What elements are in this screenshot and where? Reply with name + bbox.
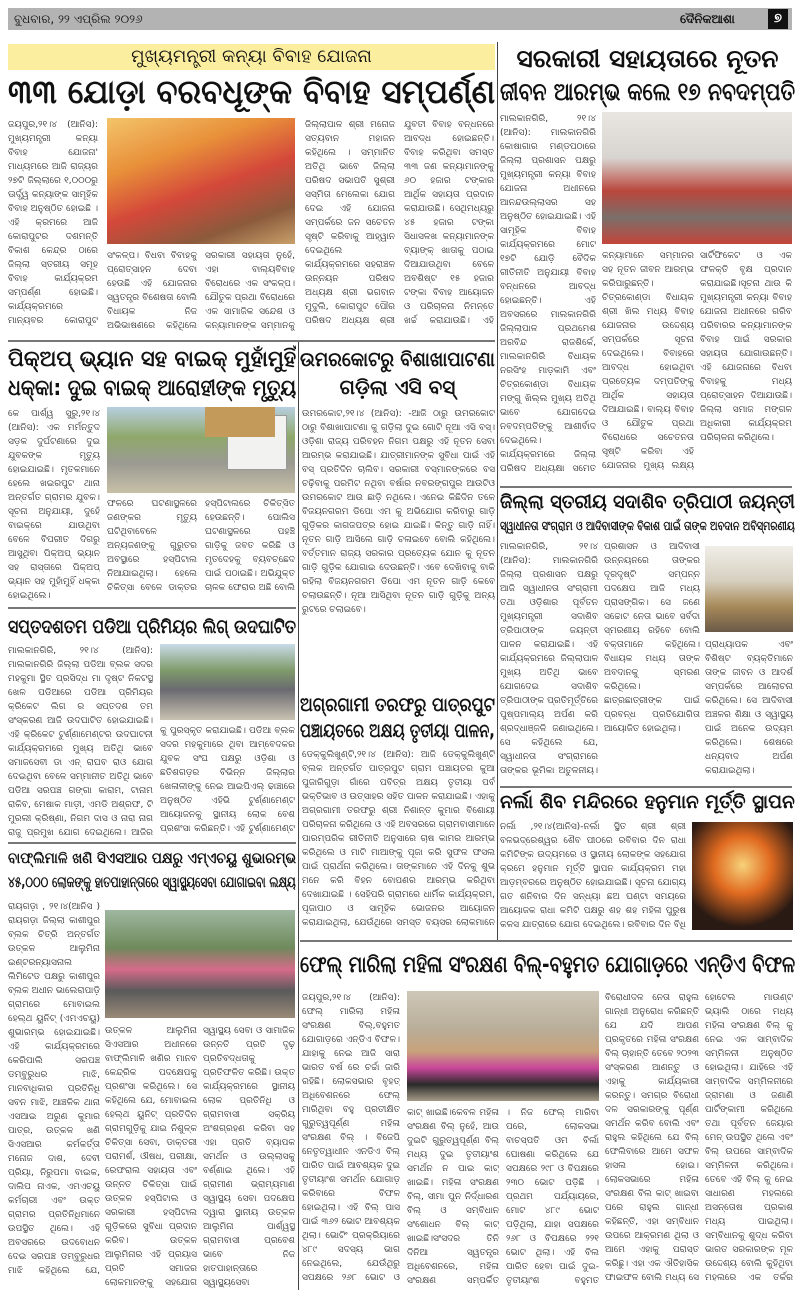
- article-body: କୁ ପୁରସ୍କୃତ କରାଯାଇଛି। ପଡିଆ ବ୍ଲକ ସଦର ମହକୁମାରେ ଥିବା ଆମ୍ବେଦକର ଯୁବକ ସଂଘ ପକ୍ଷରୁ ଓଡ଼ିଶା ଓ ଛତିଶଗଡ଼ର ବିଭିନ୍ନ ଜିଲ୍ଲାର ଖେଳାଳୀଙ୍କୁ ନେଇ ଆଇପିଏଲ୍ ଢାଞ୍ଚାରେ ଅନୁଷ୍ଠିତ ଏହିଭି ଟୁର୍ଣ୍ଣାମେଣ୍ଟ ଆୟୋଜନକୁ ସ୍ଥାନୀୟ ଲୋକ ବେଶ ପ୍ରଶଂସା କରିଛନ୍ତି। ଏହି ଟୁର୍ଣ୍ଣାମେଣ୍ଟ: [160, 726, 295, 834]
- van-cargo-shape: [205, 407, 275, 437]
- photo-couples-certificate: [602, 112, 792, 244]
- article-body: ଫଳରେ ଘଟଣାସ୍ଥଳରେ ଜଣଙ୍କର ମୃତ୍ୟୁ ଘଟିଥିବାବେଳେ ଅନ୍ୟଜଣଙ୍କୁ ଗୁରୁତର ଅବସ୍ଥାରେ ହସ୍ପିଟାଲ ନିଆଯାଇଥିଲା। ହେଲେ ଚିକିତ୍ସା ବେଳେ ଡାକ୍ତର: [107, 499, 197, 593]
- headline-hanuman-idol: ନର୍ଲା ଶିବ ମନ୍ଦିରରେ ହନୁମାନ ମୂର୍ତ୍ତି ସ୍ଥାପନ: [500, 791, 795, 813]
- headline-line: ଅଗ୍ରଗାମୀ ତରଫରୁ ପାତ୍ରପୁଟ: [300, 694, 495, 716]
- article-body: ରାୟଗଡ଼ା , ୨୧।୪(ଆନିସ ) ରାୟଗଡ଼ା ଜିଲ୍ଲା କାଶୀପୁର ବ୍ଲକ ଚିତ୍ରି ଅନ୍ତର୍ଗତ ଉତ୍କଳ ଆଲୁମିନା ଇଣ୍ଟରନ୍ୟାସନାଲ ଲିମିଟେଡ ପକ୍ଷରୁ କାଶୀପୁର ବ୍ଲକ ଅଧୀନ ଭାଲେରାପାଡ଼ି ଗ୍ରାମରେ ମୋବାଇଲ ହେଲ୍ଥ ୟୁନିଟ୍ (ଏମଏଚୟୁ) ଶୁଭାରମ୍ଭ ହୋଇଯାଇଛି। ଏହି କାର୍ଯ୍ୟକ୍ରମରେ କେରିପାଲି ସରପଞ୍ଚ ଡମ୍ବୁରୁଧର ମାଝି, ମାନବାଧିକାର ପ୍ରତିନିଧି ସବନ ମାଝି, ଆଞ୍ଚଳିକ ଥାନା ଏସଆଇ ଅରୁଣ କୁମାର ପାତ୍ର, ଉତ୍କଳ ଖଣି ସିଏସଆର କର୍ମକର୍ତ୍ତା ମନୋଜ ଦାଶ, ଦେବୀ ପ୍ରିୟା, ନିରୁପମା ବାଇକ, ଦାଲିପ ନାଏକ, ଏମଏଚୟୁ କର୍ମଚାରୀ ଏବଂ ଉକ୍ତ ଗ୍ରାମର ପ୍ରତିନିଧିମାନେ ଉପସ୍ଥିତ ଥିଲେ। ଏହି ଅବସରରେ ଉଦବୋଧନ ଦେଇ ସରପଞ୍ଚ ଡମ୍ବୁରୁଧର ମାଝି କହିଥିଲେ ଯେ,: [8, 902, 100, 1276]
- article-content: [8, 900, 296, 1290]
- column-divider: [497, 42, 498, 940]
- article-body: ଡେକ୍କୁଲିଖୁଣ୍ଟି,୨୧।୪ (ଆନିସ): ଆଜି ଡେକ୍କୁଲିଖୁଣ୍ଟି ବ୍ଲକ ଅନ୍ତର୍ଗତ ପାତ୍ରପୁଟ ଗ୍ରାମ ପଞ୍ଚାୟତର କୁଆ ପୁଜାରିଗୁଡ଼ା ଗାଁରେ ପବିତ୍ର ଅକ୍ଷୟ ତୃତୀୟା ପର୍ବ ଭକ୍ତିଭାବ ଓ ଉତ୍ସାହର ସହିତ ପାଳନ କରାଯାଇଛି। ଏହାକୁ ଅଗ୍ରଗାମୀ ତରଫରୁ ଶ୍ରୀ ନିଶାନ୍ତ କୁମାର ବିଶୋୟୀ ପରିଚାଳନା କରିଥିଲେ ଓ ଏହି ଅବସରରେ ଗ୍ରାମବାସୀମାନେ ପାରମ୍ପରିକ ରୀତିନୀତି ଅନୁସାରେ ଚାଷ କାମର ଆରମ୍ଭ କରିଥିଲେ ଓ ମାଟି ମାଆଙ୍କୁ ପୂଜା କରି ସୁଫଳ ଫସଲ ପାଇଁ ପ୍ରାର୍ଥନା କରିଥିଲେ। ତାଙ୍କମାନେ ଏହି ଦିନକୁ ଶୁଭ ମନେ କରି ବିହନ ବୋପଣର ଆରମ୍ଭ କରିଥିବା ଦେଖାଯାଇଛି । ସେହିପରି ଗ୍ରାମରେ ଧାର୍ମିକ କାର୍ଯ୍ୟକ୍ରମ, ପୂଜାପାଠ ଓ ସାମୂହିକ ଭୋଜନର ଆୟୋଜନ କରାଯାଇଥିଲା, ଯେଉଁଥିରେ ସମସ୍ତ ବୟସର ଲୋକମାନେ: [302, 750, 495, 928]
- subheadline-tripathy: ସ୍ୱାଧୀନତା ସଂଗ୍ରାମ ଓ ଆଦିବାସୀଙ୍କ ବିକାଶ ପାଇଁ ତାଙ୍କ ଅବଦାନ ଅବିସ୍ମରଣୀୟ: [500, 518, 795, 533]
- article-content: [500, 112, 795, 484]
- headline-line: ସରକାରୀ ସହାୟତାରେ ନୂତନ: [516, 44, 779, 73]
- article-content: [8, 118, 495, 338]
- article-body: ହସ୍ପିଟାଲରେ ଚିକିତ୍ସିତ ହେଉଛନ୍ତି। ପୋଲିସ ଘଟଣାସ୍ଥଳରେ ପହଞ୍ଚି ଗାଡ଼ିକୁ ଜବତ କରିଛି ଓ ମୃତଦେହକୁ ବ୍ୟବଚ୍ଛେଦ ପାଇଁ ପଠାଇଛି। ଅଭିଯୁକ୍ତ ଚାଳକ ଫେରାର ଅଛି ବୋଲି: [205, 499, 295, 593]
- section-divider: [8, 340, 495, 342]
- headline-line: ଜୀବନ ଆରମ୍ଭ କଲେ ୧୭ ନବଦମ୍ପତି: [500, 77, 795, 106]
- article-mobile-health-unit: [8, 846, 296, 1290]
- section-divider: [300, 940, 792, 942]
- article-body: ସ୍ୱାସ୍ଥ୍ୟ ସେବା ଓ ସାମାଜିକ ଉନ୍ନତି ପ୍ରତି ଦୃଢ଼ ପ୍ରତିବଦ୍ଧତାକୁ ପ୍ରତିଫଳିତ କରିଛି। ଉକ୍ତ କାର୍ଯ୍ୟକ୍ରମରେ ସ୍ଥାନୀୟ ଲୋକ ପ୍ରତିନିଧି ଓ ଗ୍ରାମବାସୀ ସକ୍ରିୟ ଅଂଶଗ୍ରହଣ କରିବା ସହ ଏହା ପ୍ରତି ବ୍ୟାପକ ସମର୍ଥନ ଓ ଉଲ୍ଲାସକୁ ବର୍ଣ୍ଣାଇ ଥିଲେ। ଏହି ଗ୍ରାମୀଣ ଭ୍ରାମ୍ୟମାଣ ସ୍ୱାସ୍ଥ୍ୟ ସେବା ପଦକ୍ଷେପ ଦ୍ୱାରା ସ୍ଥାନୀୟ ଉତ୍କଳ ଆଲୁମିନା ପାର୍ଶ୍ୱସ୍ଥ ଗ୍ରାମବାସୀ ପ୍ରବେଶ ଭାବେ ନିଜ ହାତପାହାନ୍ତାରେ ସ୍ୱାସ୍ଥ୍ୟସେବା: [203, 1026, 295, 1288]
- section-divider: [500, 486, 792, 488]
- photo-jayanti-event: [705, 546, 793, 632]
- newspaper-logo: ଦୈନିକଆଶା: [680, 12, 735, 26]
- page-number: ୭: [768, 9, 788, 29]
- headline-line: ଗଡ଼ିଲା ଏସି ବସ୍: [339, 375, 456, 399]
- headline-line: ୪୫,୦୦୦ ଲୋକଙ୍କୁ ହାତପାହାନ୍ତାରେ ସ୍ୱାସ୍ଥ୍ୟସେବା ଯୋଗାଇବା ଲକ୍ଷ୍ୟ: [8, 873, 296, 891]
- article-body: ଯୁବତୀ ବିବାହ ବନ୍ଧନରେ ଆବଦ୍ଧ ହୋଇଛନ୍ତି। ବିବାହ କରିଥିବା ସମସ୍ତ ୩୩ ଜଣ କନ୍ୟାମାନଙ୍କୁ ୬୦ ହଜାର ଟଙ୍କାର ଆର୍ଥିକ ସହାୟତା ପ୍ରଦାନ କରାଯାଉଛି। ସେଥିମଧ୍ୟରୁ ୪୫ ହଜାର ଟଙ୍କା ସିଧାସଳଖ କନ୍ୟାମାନଙ୍କ ବ୍ୟାଙ୍କ୍ ଖାତାକୁ ପଠାଇ ଦିଆଯାଉଥିବା ବେଳେ ଅବଶିଷ୍ଟ ୧୫ ହଜାର ଟଙ୍କା ବିବାହ ଆୟୋଜନ ଓ ପରିଚାଳନା ନିମନ୍ତେ ଖର୍ଚ୍ଚ କରାଯାଉଛି। ଏହି: [404, 120, 494, 326]
- headline-line: ପଞ୍ଚାୟତରେ ଅକ୍ଷୟ ତୃତୀୟା ପାଳନ,: [300, 720, 495, 742]
- article-new-life: [500, 42, 795, 484]
- article-body: ସଂକଳ୍ପ। ବିଧବା ବିବାହକୁ ପ୍ରୋତ୍ସାହନ ଦେବା ହେଉଛି ଏହି ଯୋଜନାର ସ୍ୱତନ୍ତ୍ର ବିଶେଷତା ବୋଲି ବିଧାୟକ ନିଜ ଅଭିଭାଷଣରେ କହିଥିଲେ: [107, 251, 197, 331]
- article-body: କାଟ୍ ଖାଇଛି।କେବଳ ମହିଳା ସଂରକ୍ଷଣ ବିଲ୍ ନୁହେଁ, ଆଉ ଦୁଇଟି ଗୁରୁତ୍ୱପୂର୍ଣ୍ଣ ବିଲ୍ ମଧ୍ୟ ଦୁଇ ତୃତୀୟାଂଶ ସମର୍ଥନ ନ ପାଇ କାଟ୍ ଖାଇଛି। ମହିଳା ସଂରକ୍ଷଣ ବିଲ୍, ସୀମା ପୁନ ନିର୍ଦ୍ଧାରଣ ବିଲ୍ ଓ ସମ୍ବିଧାନ ସଂଶୋଧନ ବିଲ୍ କାଟ୍ ଖାଇଛି।ସଂସଦର ତିନି ଦିନିଆ ସ୍ୱତନ୍ତ୍ର ଅଧିବେଶନରେ, ମହିଳା ସଂରକ୍ଷଣ ସମ୍ପର୍କିତ: [407, 1108, 499, 1286]
- headline-line: ବାଫ୍ଲିମାଳି ଖଣି ସିଏସଆର ପକ୍ଷରୁ ଏମ୍‌ଏଚୟୁ ଶୁଭାରମ୍ଭ: [8, 849, 296, 867]
- article-content: [300, 991, 795, 1290]
- article-body: ସରକାରୀ ସହାୟତା ନୁହେଁ, ଏହା ବାଲ୍ୟବିବାହ ବିରୋଧରେ ଏକ ସଂକଳ୍ପ। ଯୌତୁକ ପ୍ରଥା ବିରୋଧରେ ଏକ ସାମାଜିକ ସନ୍ଦେଶ ଓ କନ୍ୟାମାନଙ୍କ ସମ୍ମାନକୁ: [205, 251, 295, 331]
- article-akshaya-tritiya: [300, 692, 495, 937]
- article-body: ମାଲକାନଗିରି, ୨୧।୪ (ଆନିସ): ମାଲକାନଗିରି କୋଷାଗାର ମଣ୍ଡପଠାରେ ଜିଲ୍ଲା ପ୍ରଶାସନ ପକ୍ଷରୁ ମୁଖ୍ୟମନ୍ତ୍ରୀ କନ୍ୟା ବିବାହ ଯୋଜନା ଅଧୀନରେ ଆନନ୍ଦଉଲ୍ଲାସର ସହ ଅନୁଷ୍ଠିତ ହୋଇଯାଇଛି। ଏହି ସାମୂହିକ ବିବାହ କାର୍ଯ୍ୟକ୍ରମରେ ମୋଟ ୧୭ଟି ଯୋଡ଼ି ବୈଦିକ ରୀତିନୀତି ଅନୁଯାୟୀ ବିବାହ ବନ୍ଧନରେ ଆବଦ୍ଧ ହୋଇଛନ୍ତି। ଏହି ଅବସରରେ ମାଲକାନଗିରି ଜିଲ୍ଲାପାଳ ପ୍ରଥମେଶ ଅରବିନ୍ଦ ରାଜଶିର୍କେ, ମାଲକାନଗିରି ବିଧାୟକ ନରସିଂହ ମାଡ଼କାମି ଏବଂ ଚିତ୍ରକୋଣ୍ଡା ବିଧାୟକ ମଙ୍ଗୁ ଖିଲ୍ଲ ମୁଖ୍ୟ ଅତିଥି ଭାବେ ଯୋଗଦେଇ ନବଦମ୍ପତିଙ୍କୁ ଆଶୀର୍ବାଦ ଦେଇଥିଲେ। କାର୍ଯ୍ୟକ୍ରମରେ ଜିଲ୍ଲା ପରିଷଦ ଅଧ୍ୟକ୍ଷା ସମେତ: [500, 114, 596, 474]
- headline-mass-wedding: ୩୩ ଯୋଡ଼ା ବରବଧୂଙ୍କ ବିବାହ ସମ୍ପର୍ଣ୍ଣ: [8, 72, 495, 111]
- headline-line: ଧକ୍କା: ଦୁଇ ବାଇକ୍ ଆରୋହୀଙ୍କ ମୃତ୍ୟୁ: [8, 376, 296, 401]
- article-road-accident: [8, 345, 296, 604]
- section-divider: [8, 842, 296, 844]
- article-body: ମାଲକାନଗିରି, ୨୧।୪ (ଆନିସ): ମାଲକାନଗିରି ଜିଲ୍ଲା ପ୍ରଶାସନ ପକ୍ଷରୁ ଆଜି ସ୍ୱାଧୀନତା ସଂଗ୍ରାମୀ ତଥା ଓଡ଼ିଶାର ପୂର୍ବତନ ମୁଖ୍ୟମନ୍ତ୍ରୀ ସଦାଶିବ ତ୍ରିପାଠୀଙ୍କ ଜୟନ୍ତୀ ପାଳନ କରାଯାଇଛି। ଏହି କାର୍ଯ୍ୟକ୍ରମରେ ଜିଲ୍ଲାପାଳ ମୁଖ୍ୟ ଅତିଥି ଭାବେ ଯୋଗଦେଇ ସଦାଶିବ ତ୍ରିପାଠୀଙ୍କ ପ୍ରତିମୂର୍ତ୍ତିରେ ପୁଷ୍ପମାଲ୍ୟ ଅର୍ପଣ କରି ଶ୍ରଦ୍ଧାଞ୍ଜଳି ଜଣାଇଥିଲେ। ସେ କହିଥିଲେ ଯେ, ସ୍ୱାଧୀନତା ସଂଗ୍ରାମରେ ତାଙ୍କର ଭୂମିକା ଅତୁଳନୀୟ।: [500, 542, 598, 776]
- article-body: କନ୍ୟାମାନେ ସମ୍ମାନର ସହ ନୂତନ ଜୀବନ ଆରମ୍ଭ କରିପାରୁଛନ୍ତି। ଚିତ୍ରକୋଣ୍ଡା ବିଧାୟକ ଶ୍ରୀ ଖିଲ ମଧ୍ୟ ବିବାହ ଯୋଜନାର ଉଦ୍ଦେଶ୍ୟ ସମ୍ପର୍କରେ ସୂଚନା ଦେଇଥିଲେ। ବିବାହରେ ଆବଦ୍ଧ ହୋଇଥିବା ପ୍ରତ୍ୟେକ ଦମ୍ପତିଙ୍କୁ ଆର୍ଥିକ ସହାୟତା ଦିଆଯାଇଛି। ବାଲ୍ୟ ବିବାହ ଓ ଯୌତୁକ ପ୍ରଥା ବିରୋଧରେ ସଚେତନତା ସୃଷ୍ଟି କରିବା ଏହି ଯୋଜନାର ମୁଖ୍ୟ ଲକ୍ଷ୍ୟ: [602, 251, 694, 471]
- article-body: କେ ପାର୍ଶ୍ୱ ସୁରୁ,୨୧।୪ (ଆନିସ): ଏକ ମର୍ମନ୍ତୁଦ ସଡ଼କ ଦୁର୍ଘଟଣାରେ ଦୁଇ ଯୁବକଙ୍କ ମୃତ୍ୟୁ ହୋଇଯାଇଛି। ମୃତକମାନେ ହେଲେ ଖଇରପୁଟ ଥାନା ଅନ୍ତର୍ଗତ ଗ୍ରାମର ଯୁବକ। ସୂଚନା ଅନୁଯାୟୀ, ଦୁହେଁ ବାଇକ୍‌ରେ ଯାଉଥିବା ବେଳେ ବିପରୀତ ଦିଗରୁ ଆସୁଥିବା ପିକ୍‌ଅପ୍ ଭ୍ୟାନ ସହ ରାସ୍ତାରେ ପିକ୍‌ଅପ୍ ଭ୍ୟାନ ସହ ମୁହାଁମୁହିଁ ଧକ୍କା ହୋଇଥିଲେ।: [8, 409, 100, 601]
- article-body: ପ୍ରାଧ୍ୟାପକ ଏବଂ ବିଶିଷ୍ଟ ବ୍ୟକ୍ତିମାନେ ତାଙ୍କ ଜୀବନ ଓ ଆଦର୍ଶ ସମ୍ପର୍କରେ ଆଲୋଚନା କରିଥିଲେ। ସେ ଆଦିବାସୀ ଅଞ୍ଚଳର ଶିକ୍ଷା ଓ ସ୍ୱାସ୍ଥ୍ୟ ପାଇଁ ଅନେକ ଉଦ୍ୟମ କରିଥିଲେ। ଶେଷରେ ଧନ୍ୟବାଦ ଅର୍ପଣ କରାଯାଇଥିଲା।: [705, 640, 793, 776]
- article-content: [500, 540, 795, 784]
- headline-cricket-league: ସପ୍ତଦଶତମ ପଡିଆ ପ୍ରିମିୟର ଲିଗ୍ ଉଦଘାଟିତ: [8, 616, 296, 638]
- article-hanuman-idol: [500, 789, 795, 937]
- photo-cricket-inauguration: [160, 644, 295, 720]
- article-cricket-league: [8, 612, 296, 840]
- headline-tripathy-jayanti: ଜିଲ୍ଲା ସ୍ତରୀୟ ସଦାଶିବ ତ୍ରିପାଠୀ ଜୟନ୍ତୀ: [500, 491, 795, 513]
- headline-womens-reservation-bill: ଫେଲ୍ ମାରିଲା ମହିଳା ସଂରକ୍ଷଣ ବିଲ୍-ବହୁମତ ଯୋଗାଡ଼ରେ ଏନ୍‌ଡିଏ ବିଫଳ: [300, 952, 795, 978]
- article-body: ଜିଲ୍ଲାପାଳ ଶ୍ରୀ ମନୋଜ ସତ୍ୟବାନ ମହାଜନ କହିଥିଲେ । ସମ୍ମାନିତ ଅତିଥି ଭାବେ ଜିଲ୍ଲା ପରିଷଦ ସଭାପତି ସୁଶ୍ରୀ ସସ୍ମିତା ମେଲେକା ଯୋଗ ଦେଇ ଏହି ଯୋଜନା ସମ୍ପର୍କରେ ଜନ ସଚେତନ ସୃଷ୍ଟି କରିବାକୁ ଆହ୍ୱାନ ଦେଇଥିଲେ କାର୍ଯ୍ୟକ୍ରମରେ ସହରାଞ୍ଚଳ ଉନ୍ନୟନ ପରିଷଦ ଅଧ୍ୟକ୍ଷ ଶ୍ରୀ ଭଗବାନ ମୁଦୁଲି, କୋରାପୁଟ ପୌର ପରିଷଦ ଅଧ୍ୟକ୍ଷ ଶ୍ରୀ: [305, 120, 395, 326]
- photo-press-conference: [407, 991, 599, 1101]
- article-body: ପ୍ରଶାସନ ଓ ଆଦିବାସୀ ଉନ୍ନୟନରେ ତାଙ୍କର ଦୂରଦୃଷ୍ଟି ସମ୍ପନ୍ନ ପଦକ୍ଷେପ ଆଜି ମଧ୍ୟ ପ୍ରାସଙ୍ଗିକ। ସେ ଜଣେ ସଚ୍ଚୋଟ ନେତା ଭାବେ ସର୍ବଦା ସ୍ମରଣୀୟ ରହିବେ ବୋଲି ବକ୍ତାମାନେ କହିଥିଲେ। ବିଧାୟକ ମଧ୍ୟ ତାଙ୍କ ଅବଦାନକୁ ସ୍ମରଣ କରିଥିଲେ। ଛାତ୍ରଛାତ୍ରୀଙ୍କ ପାଇଁ ପ୍ରବନ୍ଧ ପ୍ରତିଯୋଗିତା ଆୟୋଜିତ ହୋଇଥିଲା।: [604, 542, 700, 734]
- article-content: [8, 407, 296, 604]
- article-mass-wedding: [8, 44, 495, 338]
- article-body: ସାର୍ଟିଫିକେଟ ଓ ଏକ ଫଳକ୍ତି ବୃକ୍ଷ ପ୍ରଦାନ କରାଯାଇଛି।ସୂଚନା ଥାଉ କି ମୁଖ୍ୟମନ୍ତ୍ରୀ କନ୍ୟା ବିବାହ ଯୋଜନା ଅଧୀନରେ ଗରିବ ପରିବାରର କନ୍ୟାମାନଙ୍କ ବିବାହ ପାଇଁ ସରକାର ସହାୟତା ଯୋଗାଉଛନ୍ତି। ଏହି ଯୋଜନାରେ ବିଧବା ବିବାହକୁ ମଧ୍ୟ ପ୍ରୋତ୍ସାହନ ଦିଆଯାଉଛି। ଜିଲ୍ଲା ସମାଜ ମଙ୍ଗଳ ଅଧିକାରୀ କାର୍ଯ୍ୟକ୍ରମ ପରିଚାଳନା କରିଥିଲେ।: [700, 251, 792, 443]
- article-content: [300, 407, 495, 688]
- article-body: ହୋଟେଲ ମାଉଣ୍ଟ ଭ୍ୟାଲି ଠାରେ ମଧ୍ୟ ମହିଳା ସଂରକ୍ଷଣ ବିଲ୍ କୁ ନେଇ ଏକ ସାମ୍ବାଦିକ ସମ୍ମିଳନୀ ଅନୁଷ୍ଠିତ ହୋଇଥିଲା। ଯାହିରେ ଏହି ସାମ୍ବାଦିକ ସମ୍ମିଳନୀରେ ଜ୍ରାମଣା ଓ ଜଣାଣି ପାର୍ଟିଙ୍କାମୀ କରିଥିଲେ ତଥା ପୂର୍ବତନ ଜେୟାର ମେନ୍ ଉପସ୍ଥିତ ଥିଲେ ଏବଂ ବିଲ୍ ଉପରେ ସାମ୍ବାଦିକ ସମ୍ମିଳନୀ କରିଥିଲେ। ତେବେ ଏହି ବିଲ୍ କୁ ନେଇ ସାଧାରଣ ମହଲରେ ଅସନ୍ତୋଷ ପ୍ରକାଶ ମଧ୍ୟ ପାଇଥିଲା। ସମ୍ବିଧାନକୁ ଶୁଦ୍ଧ କରିବା ଭାରତ ସରକାରଙ୍କ ମୂଳ ଉଦ୍ଦେଶ୍ୟ ବୋଲି କୁହିଥିବା ମହଲରେ ଏକ ତର୍କର: [705, 993, 793, 1283]
- article-body: ଉତ୍କଳ ଆଲୁମିନା ସିଏସଆର ଅଧୀନରେ ବାଫ୍ଲିମାଳି ଖଣିର ମାନବ କେନ୍ଦ୍ରିକ ପଦକ୍ଷେପକୁ ପ୍ରଶଂସା କରିଥିଲେ। ସେ କହିଥିଲେ ଯେ, ମୋବାଇଲ ହେଲ୍ଥ ୟୁନିଟ୍ ପ୍ରତିଦିନ ଗ୍ରାମଗୁଡ଼ିକୁ ଯାଇ ନିଶୁଳ୍କ ଚିକିତ୍ସା ସେବା, ଡାକ୍ତରୀ ପରାମର୍ଶ, ଔଷଧ, ପରୀକ୍ଷା, ରେଫରାଲ ସହାୟତା ଏବଂ ଉନ୍ନତ ଚିକିତ୍ସା ପାଇଁ ଉତ୍କଳ ହସ୍ପିଟାଲ ଓ ସରକାରୀ ହସ୍ପିଟାଲ ଗୁଡ଼ିକରେ ସୁବିଧା ପ୍ରଦାନ କରିବ। ଉତ୍କଳ ଆଲୁମିନାର ଏହି ପ୍ରୟାସ ପ୍ରତି ସମାଜର ଲୋକମାନଙ୍କୁ ସହଯୋଗ: [105, 1026, 197, 1288]
- article-kicker: ମୁଖ୍ୟମନ୍ତ୍ରୀ କନ୍ୟା ବିବାହ ଯୋଜନା: [8, 44, 495, 70]
- article-content: [300, 748, 495, 937]
- photo-health-unit-launch: [105, 910, 295, 1018]
- headline-line: ପିକ୍‌ଅପ୍ ଭ୍ୟାନ ସହ ବାଇକ୍ ମୁହାଁମୁହିଁ: [8, 347, 296, 372]
- article-body: ବିରୋଧୀଦଳ ନେତା ରାହୁଲ ଗାନ୍ଧୀ ଅନୁରୋଧ କରିଛନ୍ତି ଯେ ଯଦି ଆପଣ ପ୍ରକୃତରେ ମହିଳା ସଂରକ୍ଷଣ ବିଲ୍ ଚାହାନ୍ତି ତେବେ ୨୦୨୩ ସଂସ୍କରଣ ଆଣନ୍ତୁ ଓ ଏହାକୁ କାର୍ଯ୍ୟକାରୀ କରନ୍ତୁ। ସମଗ୍ର ବିରୋଧୀ ଦଳ ସରକାରଙ୍କୁ ପୂର୍ଣ୍ଣ ସମର୍ଥନ କରିବ ବୋଲି ଏବଂ ରାହୁଲ କହିଥିଲେ ଯେ ବିଲ୍ ଫେଲିବାରେ ଆମେ ସଫଳ ହାସଲ ହୋଇ। ଲୋକସଭାରେ ମହିଳା ସଂରକ୍ଷଣ ବିଲ କାଟ୍ ଖାଇବା ପରେ ରାହୁଲ ଗାନ୍ଧୀ କହିଛନ୍ତି, ଏହା ସମ୍ବିଧାନ ଉପରେ ଆକ୍ରମଣ ଥିଲା ଓ ଆମେ ଏହାକୁ ପରାସ୍ତ କରିଛୁ। ଏହା ଏକ ଐତିହାସିକ ଫାଇଫଳ ବୋଲି ମଧ୍ୟ ସେ: [605, 993, 699, 1283]
- photo-wedding-ceremony: [107, 118, 295, 244]
- article-tripathy-jayanti: [500, 489, 795, 784]
- section-divider: [8, 607, 296, 609]
- issue-date: ବୁଧବାର, ୨୨ ଏପ୍ରିଲ ୨୦୨୬: [14, 12, 143, 26]
- photo-accident-site: [107, 407, 295, 493]
- article-content: [500, 820, 795, 937]
- article-womens-reservation-bill: [300, 945, 795, 1290]
- column-divider: [298, 342, 299, 1290]
- headline-line: ଉମରକୋଟରୁ ବିଶାଖାପାଟଣା: [300, 347, 495, 371]
- article-body: । ନିଜ ଫେଲ୍ ମାରିବା ପରେ, ଲୋକସଭା ବାଚସ୍ପତି ଓମ ବିର୍ଲା ଘୋଷଣା କରିଥିଲେ ଯେ ସପକ୍ଷରେ ୨୯୮ ଓ ବିପକ୍ଷରେ ୨୩୦ ଭୋଟ ପଡ଼ିଛି । ପ୍ରଥମ ପର୍ଯ୍ୟାୟରେ, ମୋଟ ୪୮୯ ଭୋଟ ପଡ଼ିଥିଲା, ଯାହା ସପକ୍ଷରେ ୨୬୮ ଓ ବିପକ୍ଷରେ ୨୨୧ ଭୋଟ ଥିଲା। ଏହି ବିଲ ପାରିତ ହେବା ପାଇଁ ଦୁଇ-ତୃତୀୟାଂଶ ବହୁମତ: [506, 1108, 599, 1286]
- article-body: ଉମରକୋଟ,୨୧।୪ (ଆନିସ): -ଆଜି ଠାରୁ ଉମରକୋଟ ଠାରୁ ବିଶାଖାପାଟଣା କୁ ଗଡ଼ିଲା ଦୁଇ ଗୋଟି ନୂଆ ଏସି ବସ୍। ଓଡ଼ିଶା ରାଜ୍ୟ ପରିବହନ ନିଗମ ପକ୍ଷରୁ ଏହି ନୂତନ ସେବା ଆରମ୍ଭ କରାଯାଇଛି। ଯାତ୍ରୀମାନଙ୍କ ସୁବିଧା ପାଇଁ ଏହି ବସ୍ ପ୍ରତିଦିନ ଚାଲିବ। ସରକାରୀ ବସ୍‌ମାନଙ୍କରେ ବସ ଚଢ଼ିବାକୁ ପରମିଟ ନଥିବା ବର୍ଷାର ନବରଙ୍ଗପୁର ଆଉଟିଓ ଉମରକୋଟ ଆଉ ଛାଡ଼ି ନଥିଲେ। ଏନେଇ କିଛିଦିନ ତଳେ ବିଜୟନଗରମ ଡିପୋ ଏମ କୁ ଅଭିଯୋଗ କରିବାରୁ ଗାଡ଼ି ଗୁଡ଼ିକର କାଗଜପତ୍ର ହୋଇ ଯାଇଛି। କିନ୍ତୁ ଗାଡ଼ି ନାହିଁ। ନୂତନ ଗାଡ଼ି ଆସିଲେ ଗାଡ଼ି ଚଳାଇବେ ବୋଲି କହିଥିଲେ। ବର୍ତ୍ତମାନ ରାଜ୍ୟ ସରକାର ପ୍ରତ୍ୟେକ ଯୋନ କୁ ନୂତନ ଗାଡ଼ି ଗୁଡ଼ିକ ଯୋଗାଇ ଦେଉଛନ୍ତି। ଏବେ ଦେଖିବାକୁ ବାକି ରହିଲା ବିଜୟନଗରମ ଡିପୋ ଏମ ନୂତନ ଗାଡ଼ି କେବେ ଚଲାଉଛନ୍ତି। ନୂଆ ଆସିଥିବା ନୂତନ ଗାଡ଼ି ଗୁଡ଼ିକୁ ଅନ୍ୟ ରୁଟରେ ଚଲାଇବେ।: [302, 409, 495, 615]
- article-content: [8, 644, 296, 840]
- article-body: ଜୟପୁର,୨୧।୪ (ଆନିସ): ମୁଖ୍ୟମନ୍ତ୍ରୀ କନ୍ୟା ବିବାହ ଯୋଜନା' ମାଧ୍ୟମରେ ଆଜି ରାଜ୍ୟର ୨୭ଟି ଜିଲ୍ଲାରେ ୧,୦୦୦ରୁ ଊର୍ଦ୍ଧ୍ୱ କନ୍ୟାଙ୍କ ସାମୂହିକ ବିବାହ ଅନୁଷ୍ଠିତ ହୋଇଛି । ଏହି କ୍ରମରେ ଆଜି କୋରାପୁଟର ଦଶମନ୍ତି ବିକାଶ କେନ୍ଦ୍ର ଠାରେ ଜିଲ୍ଲା ସ୍ତରୀୟ ସମୂହ ବିବାହ କାର୍ଯ୍ୟକ୍ରମ ସମ୍ପର୍ଣ୍ଣ ହୋଇଛି। କାର୍ଯ୍ୟକ୍ରମରେ ମାନ୍ୟବର କୋରାପୁଟ: [8, 120, 98, 326]
- photo-temple-night: [692, 822, 793, 930]
- article-body: ଜୟପୁର,୨୧।୪ (ଆନିସ): ଫେଲ୍ ମାରିଲା ମହିଳା ସଂରକ୍ଷଣ ବିଲ୍,ବହୁମତ ଯୋଗାଡ଼ରେ ଏନ୍‌ଡିଏ ବିଫଳ। ଯାହାକୁ ନେଇ ଆଜି ସାରା ଭାରତ ବର୍ଷ ରେ ଚର୍ଚ୍ଚା ଜାରି ରହିଛି। ଲୋକସଭାର ବୃହତ୍ ଅଧିବେଶନରେ ଫେଲ୍ ମାରିଥିବା ବହୁ ପ୍ରତୀକ୍ଷିତ ଗୁରୁତ୍ୱପୂର୍ଣ୍ଣ ମହିଳା ସଂରକ୍ଷଣ ବିଲ୍ । ବିଜେପି ନେତୃତ୍ୱାଧୀନ ଏନଡିଏ ବିଲ୍ ପାରିତ ପାଇଁ ଆବଶ୍ୟକ ଦୁଇ ତୃତୀୟାଂଶ ସମର୍ଥନ ଯୋଗାଡ଼ କରିବାରେ ବିଫଳ ହୋଇଥିଲା। ଏହି ବିଲ୍ ପାସ ପାଇଁ ୩୬୨ ଭୋଟ ଆବଶ୍ୟକ ଥିଲା। ଭୋଟିଂ ପ୍ରକ୍ରିୟାରେ ୪୮୯ ସଦସ୍ୟ ଭାଗ ନେଇଥିଲେ, ଯେଉଁଥିରୁ ସପକ୍ଷରେ ୨୬୮ ଭୋଟ ଓ: [302, 993, 400, 1283]
- section-divider: [500, 786, 792, 788]
- article-body: ମାଲକାନଗିରି, ୨୧।୪ (ଆନିସ): ମାଲକାନଗିରି ଜିଲ୍ଲା ପଡିଆ ବ୍ଲକ ସଦର ମହକୁମା ସ୍ଥିତ ପ୍ରସିଦ୍ଧ ମା ଦୃଷ୍ଟ ନିକଟସ୍ଥ ଖେଳ ପଡିଆରେ ପଡିଆ ପ୍ରିମିୟର କ୍ରିକେଟ ଲିଗ ର ସପ୍ତଦଶ ତମ ସଂସ୍କରଣ ଆଜି ଉଦଘାଟିତ ହୋଇଯାଇଛି। ଏହି କ୍ରିକେଟ ଟୁର୍ଣ୍ଣାମେଣ୍ଟର ଉଦଘାଟନୀ କାର୍ଯ୍ୟକ୍ରମରେ ମୁଖ୍ୟ ଅତିଥି ଭାବେ ସମାଜସେବୀ ଡା ଏନ୍ ରାଘବ ରାଓ ଯୋଗ ଦେଇଥିବା ବେଳେ ସମ୍ମାନୀତ ଅତିଥି ଭାବେ ପଡିଆ ସରପଞ୍ଚ ଗଙ୍ଗା କାରାମ, ଟାନାମ ରାକିବ, ମେଷାକ ମାଡ଼ୀ, ଏମଡି ଅଶ୍ରଫ, ଟି ମୁରଲୀ କ୍ରିଷ୍ଣା, ନିଗମ ଦାସ ଓ ନାରା ନାଗ ରାଜୁ ପ୍ରମୁଖ ଯୋଗ ଦେଇଥିଲେ। ଆଜିର: [8, 646, 153, 838]
- article-body: ନର୍ଲା ,୨୧।୪(ଆନିସ)-ନର୍ଲା ସ୍ଥିତ ଶ୍ରୀ ଶ୍ରୀ ବଳଭଦ୍ରେଶ୍ୱର ଶୈବ ପୀଠରେ ରବିବାର ଦିନ ରାଧା କମିଟିଙ୍କ ଉଦ୍ୟମରେ ଓ ସ୍ଥାନୀୟ ଲୋକଙ୍କ ସହଯୋଗ କ୍ରମେ ହନୁମାନ ମୂର୍ତ୍ତି ସ୍ଥାପନ କାର୍ଯ୍ୟକ୍ରମ ମହା ଆଡ଼ମ୍ବରରେ ଅନୁଷ୍ଠିତ ହୋଇଯାଇଛି। ସୂଚନା ଯୋଗ୍ୟ ଗତ ଶନିବାର ଦିନ ସନ୍ଧ୍ୟା ଛଅ ଘଣ୍ଟା ସମୟରେ ଆୟୋଜକ ରାଧା କମିଟି ପକ୍ଷରୁ ଶହ ଶହ ମହିଳା ପୁରୁଷ କଳସ ଯାତ୍ରାରେ ଯୋଗ ଦେଇଥିଲେ। ରବିବାର ଦିନ ବିଧି: [500, 822, 686, 930]
- article-ac-bus: [300, 345, 495, 688]
